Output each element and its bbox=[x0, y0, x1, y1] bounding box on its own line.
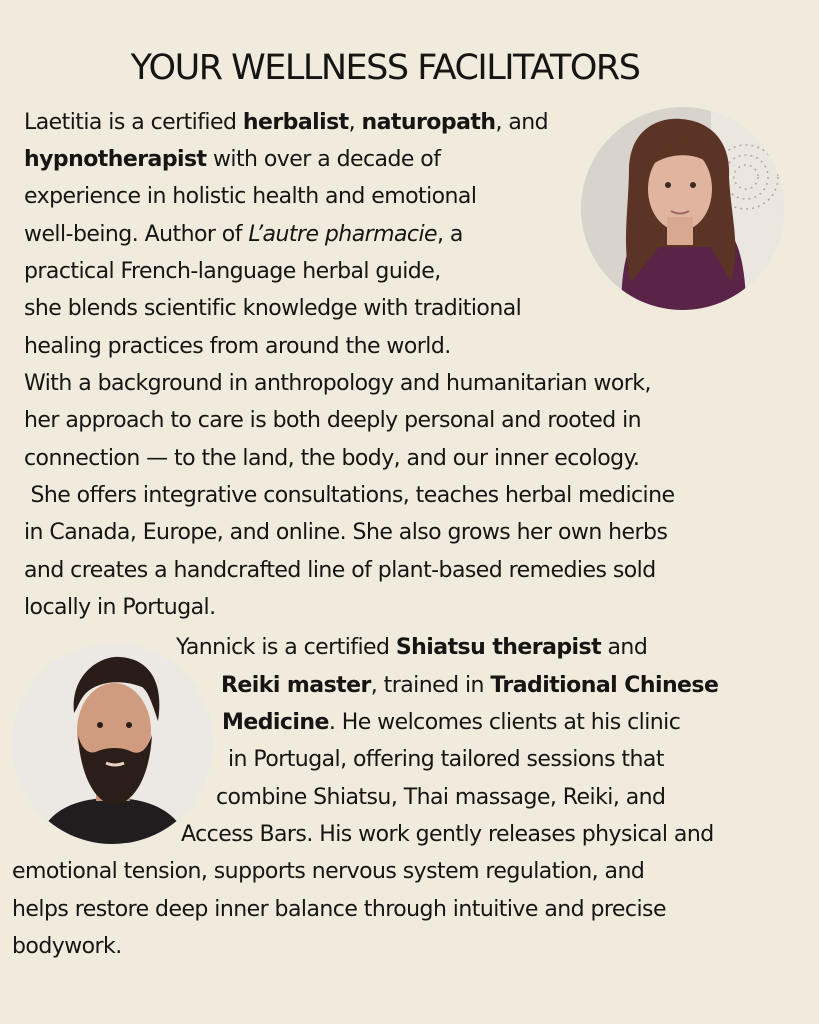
laetitia-line-14: locally in Portugal. bbox=[24, 595, 216, 620]
yannick-line-4: in Portugal, offering tailored sessions that bbox=[228, 747, 664, 772]
laetitia-line-8: With a background in anthropology and humanitarian work, bbox=[24, 371, 651, 396]
yannick-line-1: Yannick is a certified Shiatsu therapist and bbox=[176, 635, 648, 660]
yannick-line-5: combine Shiatsu, Thai massage, Reiki, and bbox=[216, 785, 666, 810]
laetitia-line-7: healing practices from around the world. bbox=[24, 334, 451, 359]
laetitia-line-6: she blends scientific knowledge with traditional bbox=[24, 296, 522, 321]
laetitia-line-3: experience in holistic health and emotional bbox=[24, 184, 477, 209]
page-title: YOUR WELLNESS FACILITATORS bbox=[130, 48, 640, 88]
laetitia-line-9: her approach to care is both deeply personal and rooted in bbox=[24, 408, 642, 433]
laetitia-line-11: She offers integrative consultations, teaches herbal medicine bbox=[24, 483, 675, 508]
laetitia-photo bbox=[581, 107, 784, 310]
yannick-line-9: bodywork. bbox=[12, 934, 122, 959]
laetitia-line-5: practical French-language herbal guide, bbox=[24, 259, 441, 284]
yannick-line-3: Medicine. He welcomes clients at his clinic bbox=[222, 710, 681, 735]
yannick-line-2: Reiki master, trained in Traditional Chinese bbox=[221, 673, 719, 698]
laetitia-line-1: Laetitia is a certified herbalist, naturopath, and bbox=[24, 110, 549, 135]
yannick-line-8: helps restore deep inner balance through intuitive and precise bbox=[12, 897, 666, 922]
yannick-line-6: Access Bars. His work gently releases physical and bbox=[181, 822, 714, 847]
laetitia-line-2: hypnotherapist with over a decade of bbox=[24, 147, 441, 172]
yannick-photo bbox=[12, 643, 213, 844]
laetitia-line-12: in Canada, Europe, and online. She also grows her own herbs bbox=[24, 520, 668, 545]
yannick-line-7: emotional tension, supports nervous system regulation, and bbox=[12, 859, 645, 884]
laetitia-line-10: connection — to the land, the body, and our inner ecology. bbox=[24, 446, 640, 471]
laetitia-line-4: well-being. Author of L’autre pharmacie, a bbox=[24, 222, 463, 247]
laetitia-line-13: and creates a handcrafted line of plant-based remedies sold bbox=[24, 558, 656, 583]
